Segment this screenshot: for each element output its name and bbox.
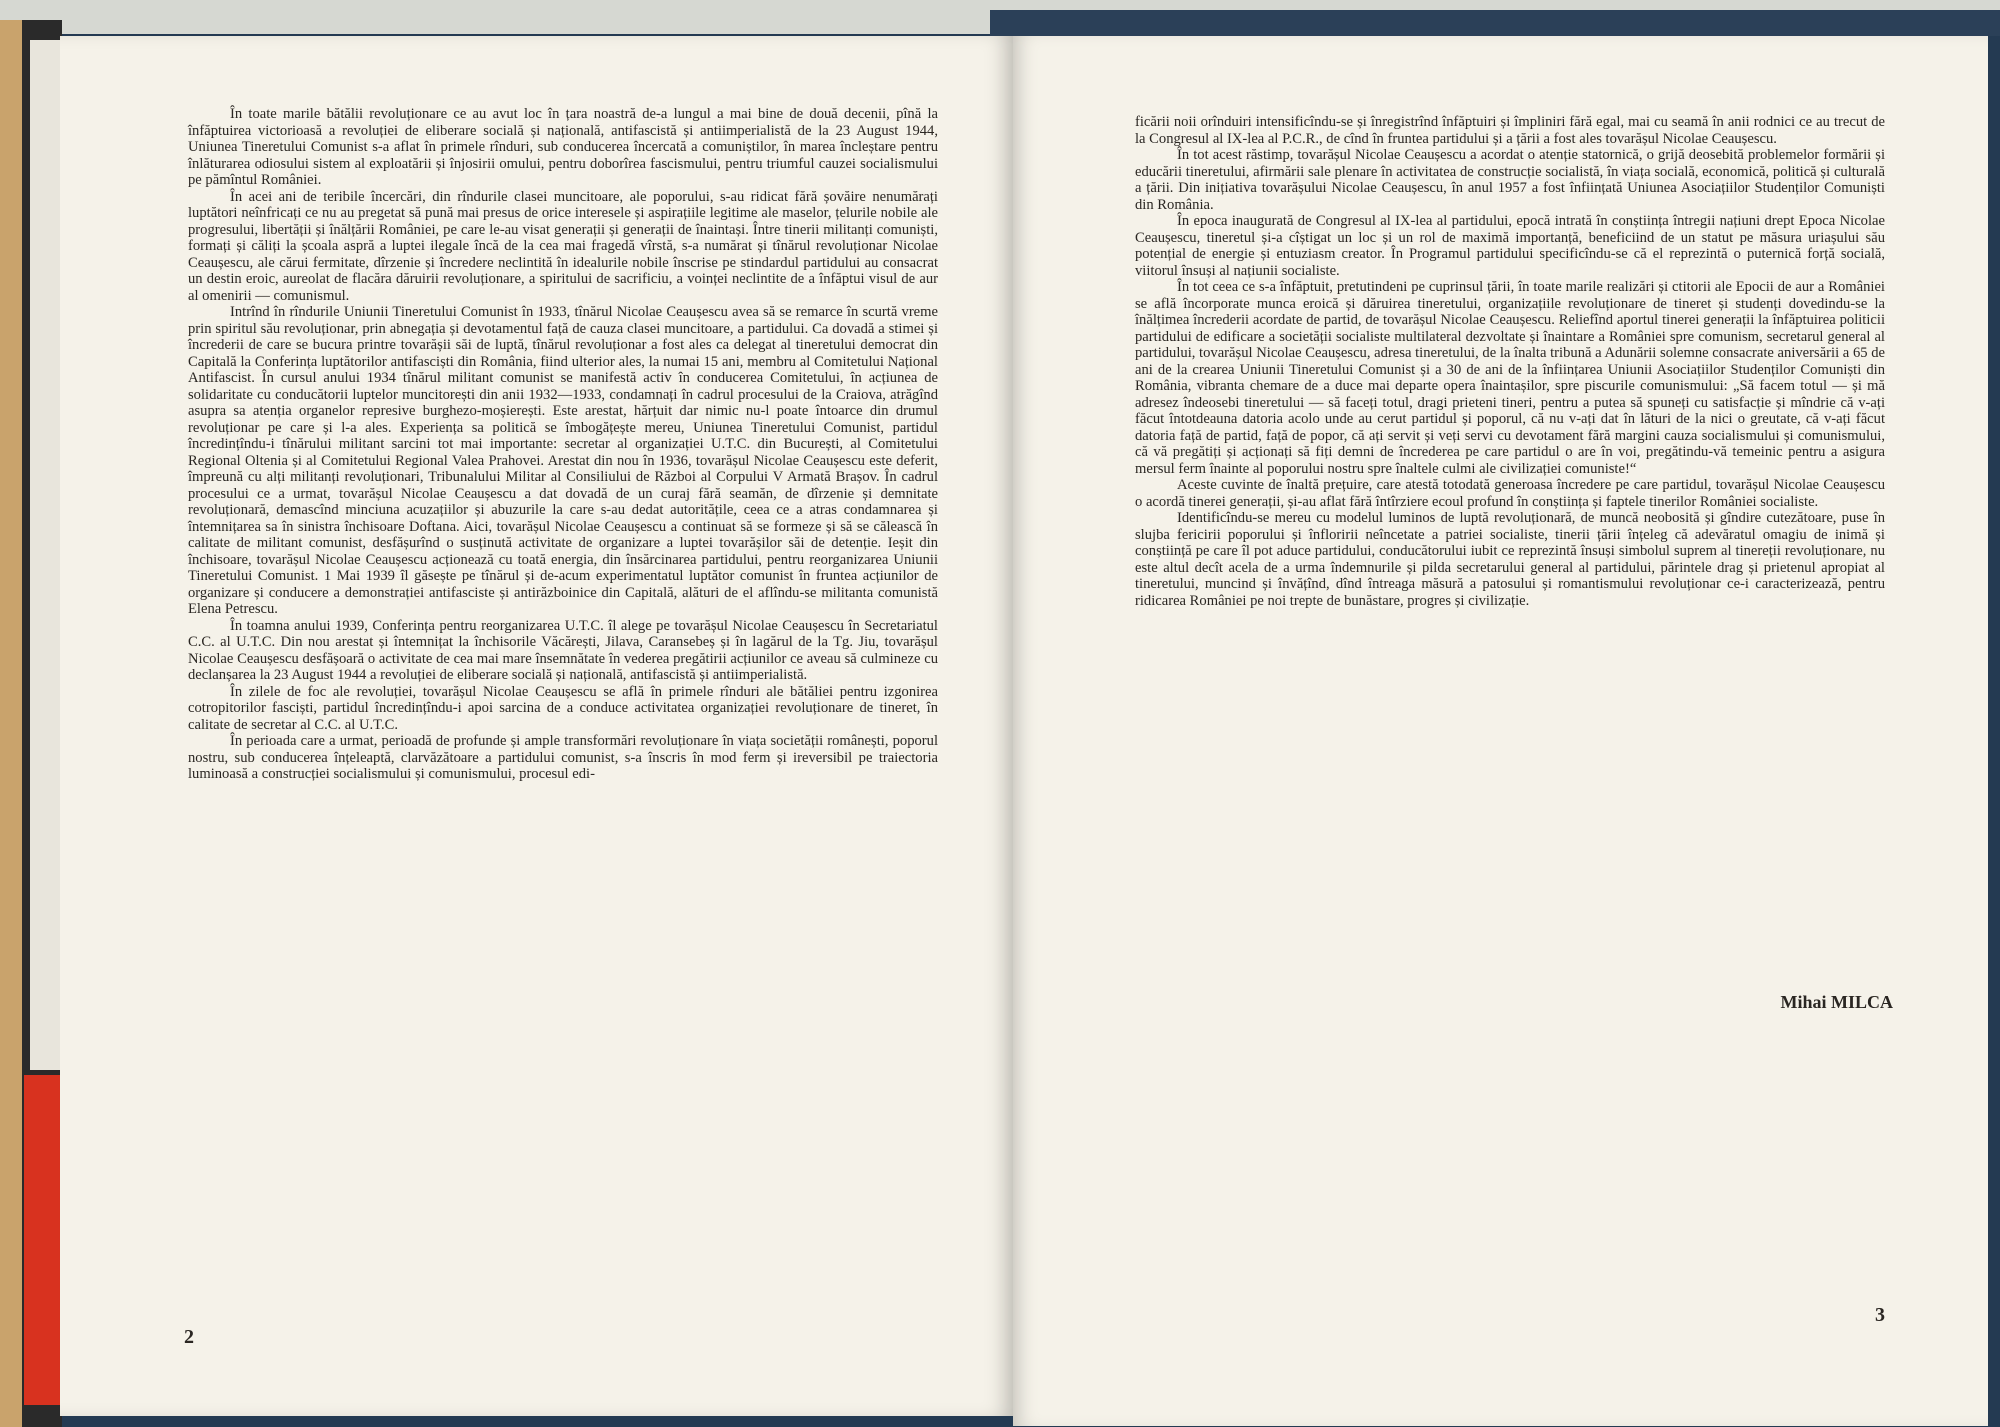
- paragraph: În epoca inaugurată de Congresul al IX-lea al partidului, epocă intrată în conștiința întregii națiuni drept Epoca Nicolae Ceaușescu, tineretul și-a cîștigat un loc și un rol de maximă importanță, beneficiind de un statut pe măsura uriașului său potențial de energie și entuziasm creator. În Programul partidului specificîndu-se că el reprezintă o puternică forță socială, viitorul însuși al națiunii socialiste.: [1135, 213, 1885, 279]
- paragraph: În tot acest răstimp, tovarășul Nicolae Ceaușescu a acordat o atenție statornică, o grijă deosebită problemelor formării și educării tineretului, afirmării sale plenare în activitatea de construcție socialistă, în viața socială, economică, politică și culturală a țării. Din inițiativa tovarășului Nicolae Ceaușescu, în anul 1957 a fost înființată Uniunea Asociațiilor Studenților Comuniști din România.: [1135, 147, 1885, 213]
- book-cover-edge: [990, 10, 2000, 36]
- book-edge-tan: [0, 20, 22, 1427]
- paragraph: În toate marile bătălii revoluționare ce au avut loc în țara noastră de-a lungul a mai bine de două decenii, pînă la înfăptuirea victorioasă a revoluției de eliberare socială și națională, antifascistă și antiimperialistă de la 23 August 1944, Uniunea Tineretului Comunist s-a aflat în primele rînduri, sub conducerea încercată a comuniștilor, în marea încleștare pentru înlăturarea odiosului sistem al exploatării și înjosirii omului, pentru doborîrea fascismului, pentru triumful cauzei socialismului pe pămîntul României.: [188, 106, 938, 188]
- author-signature: Mihai MILCA: [1780, 992, 1893, 1012]
- paragraph: Aceste cuvinte de înaltă prețuire, care atestă totodată generoasa încredere pe care partidul, tovarășul Nicolae Ceaușescu o acordă tinerei generații, și-au aflat fără întîrziere ecoul profund în conștiința și faptele tinerilor României socialiste.: [1135, 477, 1885, 510]
- left-page-text-column: [188, 106, 938, 783]
- paragraph: În perioada care a urmat, perioadă de profunde și ample transformări revoluționare în viața societății românești, poporul nostru, sub conducerea înțeleaptă, clarvăzătoare a partidului comunist, s-a înscris în mod ferm și ireversibil pe traiectoria luminoasă a construcției socialismului și comunismului, procesul edi-: [188, 733, 938, 782]
- page-number-left: 2: [184, 1326, 194, 1348]
- page-stack-edge: [30, 40, 60, 1070]
- right-page-text-column: [1135, 114, 1885, 609]
- right-page: [1013, 36, 1988, 1426]
- left-page: [60, 36, 1015, 1416]
- paragraph: Intrînd în rîndurile Uniunii Tineretului Comunist în 1933, tînărul Nicolae Ceaușescu avea să se remarce în scurtă vreme prin spiritul său revoluționar, prin abnegația și devotamentul față de cauza clasei muncitoare, a partidului. Ca dovadă a stimei și încrederii de care se bucura printre tovarășii săi de luptă, tînărul revoluționar a fost ales ca delegat al tineretului democrat din Capitală la Conferința luptătorilor antifasciști din România, fiind ulterior ales, la numai 15 ani, membru al Comitetului Național Antifascist. În cursul anului 1934 tînărul militant comunist se manifestă activ în conducerea Comitetului, în acțiunea de solidaritate cu conducătorii luptelor muncitorești din anii 1932—1933, condamnați în cadrul procesului de la Craiova, atrăgînd asupra sa atenția organelor represive burghezo-moșierești. Este arestat, hărțuit dar nimic nu-l poate întoarce din drumul revoluționar pe care și l-a ales. Experiența sa politică se îmbogățește mereu, Uniunea Tineretului Comunist, partidul încredințîndu-i tînărului militant sarcini tot mai importante: secretar al organizației U.T.C. din București, al Comitetului Regional Oltenia și al Comitetului Regional Valea Prahovei. Arestat din nou în 1936, tovarășul Nicolae Ceaușescu este deferit, împreună cu alți militanți revoluționari, Tribunalului Militar al Consiliului de Război al Corpului V Armată Brașov. În cadrul procesului ce a urmat, tovarășul Nicolae Ceaușescu a dat dovadă de un curaj fără seamăn, de dîrzenie și demnitate revoluționară, demascînd minciuna acuzațiilor și abuzurile la care s-au dedat autoritățile, ceea ce a atras condamnarea și întemnițarea sa în sinistra închisoare Doftana. Aici, tovarășul Nicolae Ceaușescu a continuat să se formeze și să se călească în calitate de militant comunist, desfășurînd o susținută activitate de organizare a luptei tovarășilor săi de detenție. Ieșit din închisoare, tovarășul Nicolae Ceaușescu acționează cu toată energia, din însărcinarea partidului, pentru reorganizarea Uniunii Tineretului Comunist. 1 Mai 1939 îl găsește pe tînărul și de-acum experimentatul luptător comunist în fruntea acțiunilor de organizare și conducere a demonstrației antifasciste și antirăzboinice din Capitală, alături de el aflîndu-se militanta comunistă Elena Petrescu.: [188, 304, 938, 617]
- paragraph: În tot ceea ce s-a înfăptuit, pretutindeni pe cuprinsul țării, în toate marile realizări și ctitorii ale Epocii de aur a României se află încorporate munca eroică și dăruirea tineretului, organizațiile revoluționare de tineret și studenți dovedindu-se la înălțimea încrederii acordate de partid, de tovarășul Nicolae Ceaușescu. Reliefînd aportul tinerei generații la înfăptuirea politicii partidului de edificare a societății socialiste multilateral dezvoltate și înaintare a României spre comunism, secretarul general al partidului, tovarășul Nicolae Ceaușescu, adresa tineretului, de la înalta tribună a Adunării solemne consacrate aniversării a 65 de ani de la crearea Uniunii Tineretului Comunist și a 30 de ani de la înființarea Uniunii Asociațiilor Studenților Comuniști din România, vibranta chemare de a duce mai departe opera înaintașilor, spre piscurile comunismului: „Să facem totul — și mă adresez îndeosebi tineretului — să faceți totul, dragi prieteni tineri, pentru a putea să spuneți cu satisfacție și mîndrie că v-ați făcut întotdeauna datoria acolo unde au cerut partidul și poporul, că nu v-ați dat în lături de la nici o greutate, că v-ați făcut datoria față de partid, față de popor, că ați servit și veți servi cu devotament fără margini cauza socialismului și comunismului, că vă pregătiți și acționați să fiți demni de încrederea pe care partidul o are în voi, pregătindu-vă temeinic pentru a asigura mersul ferm înainte al poporului nostru spre înaltele culmi ale civilizației comuniste!“: [1135, 279, 1885, 477]
- paragraph: În zilele de foc ale revoluției, tovarășul Nicolae Ceaușescu se află în primele rînduri ale bătăliei pentru izgonirea cotropitorilor fasciști, partidul încredințîndu-i apoi sarcina de a conduce activitatea organizației revoluționare de tineret, în calitate de secretar al C.C. al U.T.C.: [188, 683, 938, 733]
- page-number-right: 3: [1875, 1304, 1885, 1326]
- paragraph: În toamna anului 1939, Conferința pentru reorganizarea U.T.C. îl alege pe tovarășul Nicolae Ceaușescu în Secretariatul C.C. al U.T.C. Din nou arestat și întemnițat la închisorile Văcărești, Jilava, Caransebeș și în lagărul de la Tg. Jiu, tovarășul Nicolae Ceaușescu desfășoară o activitate de cea mai mare însemnătate în vederea pregătirii acțiunilor ce aveau să culmineze cu declanșarea la 23 August 1944 a revoluției de eliberare socială și națională, antifascistă și antiimperialistă.: [188, 617, 938, 683]
- paragraph: Identificîndu-se mereu cu modelul luminos de luptă revoluționară, de muncă neobosită și gîndire cutezătoare, puse în slujba fericirii poporului și înfloririi neîncetate a patriei socialiste, tinerii țării înțeleg că adevăratul omagiu de inimă și conștiință pe care îl pot aduce partidului, conducătorului iubit ce reprezintă însuși simbolul suprem al tinereții revoluționare, nu este altul decît acela de a urma îndemnurile și pilda secretarului general al partidului, părintele drag și prietenul apropiat al tineretului, muncind și învățînd, dînd întreaga măsură a patosului și romantismului revoluționar ce-i caracterizează, pentru ridicarea României pe noi trepte de bunăstare, progres și civilizație.: [1135, 510, 1885, 609]
- red-bookmark-stripe: [24, 1075, 64, 1405]
- paragraph: ficării noii orînduiri intensificîndu-se și înregistrînd înfăptuiri și împliniri fără egal, mai cu seamă în anii rodnici ce au trecut de la Congresul al IX-lea al P.C.R., de cînd în fruntea partidului și a țării a fost ales tovarășul Nicolae Ceaușescu.: [1135, 114, 1885, 147]
- paragraph: În acei ani de teribile încercări, din rîndurile clasei muncitoare, ale poporului, s-au ridicat fără șovăire nenumărați luptători neînfricați ce nu au pregetat să pună mai presus de orice interesele și aspirațiile legitime ale maselor, țelurile nobile ale progresului, libertății și înălțării României, pe care le-au visat generații și generații de înaintași. Între tinerii militanți comuniști, formați și căliți la școala aspră a luptei ilegale încă de la cea mai fragedă vîrstă, s-a numărat și tînărul revoluționar Nicolae Ceaușescu, ale cărui fermitate, dîrzenie și încredere neclintită în idealurile nobile înscrise pe stindardul partidului au consacrat un destin eroic, aureolat de flacăra dăruirii revoluționare, a spiritului de sacrificiu, a voinței neclintite de a înfăptui visul de aur al omenirii — comunismul.: [188, 188, 938, 304]
